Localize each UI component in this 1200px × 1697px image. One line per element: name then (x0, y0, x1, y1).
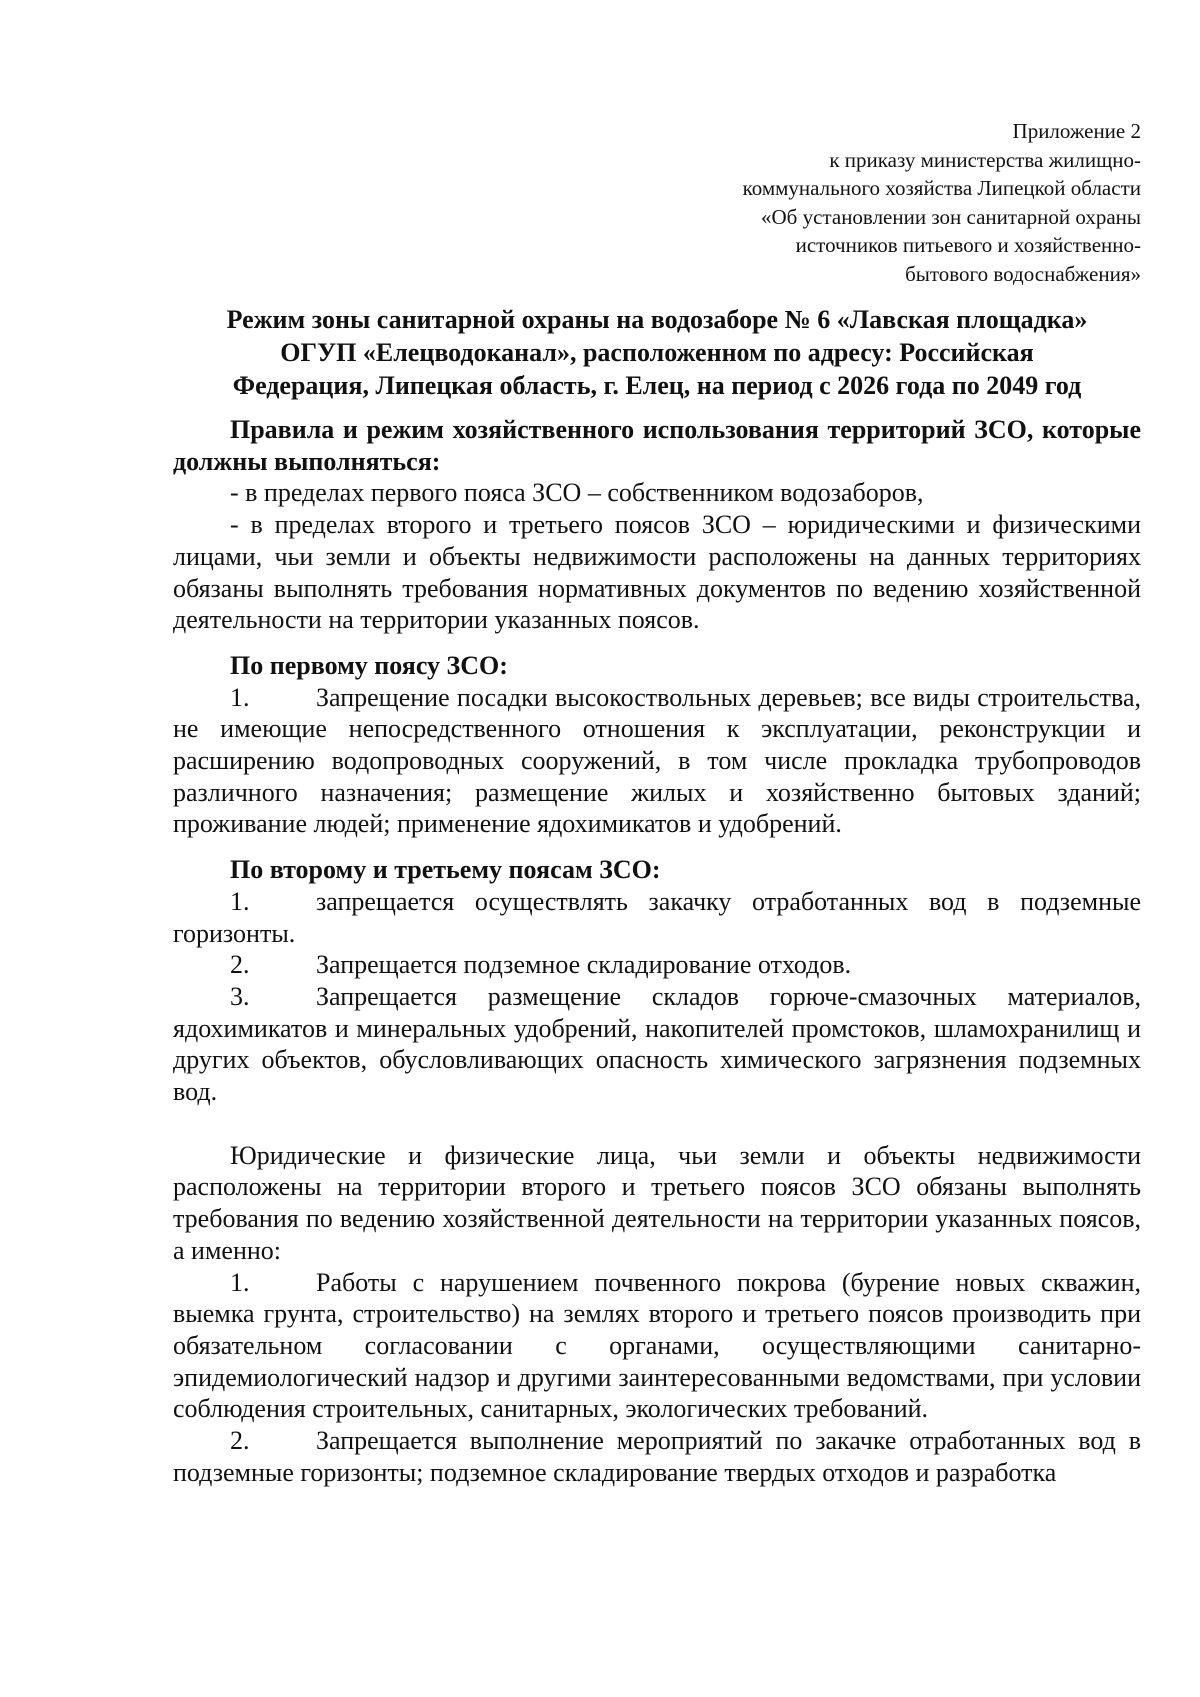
item-number: 1. (230, 886, 250, 916)
first-belt-item (173, 682, 1141, 841)
second-third-belt-item (173, 949, 1141, 981)
annex-line: Приложение 2 (1012, 119, 1141, 143)
annex-line: к приказу министерства жилищно- (829, 147, 1141, 172)
title-line: Федерация, Липецкая область, г. Елец, на период с 2026 года по 2049 год (232, 371, 1082, 400)
document-body (173, 414, 1141, 1489)
persons-intro: Юридические и физические лица, чьи земли и объекты недвижимости расположены на территории второго и третьего поясов ЗСО обязаны выполнять требования по ведению хозяйственной деятельности на территории указанных поясов, а именно: (173, 1140, 1141, 1265)
item-number: 1. (230, 682, 250, 712)
item-text: Запрещается размещение складов горюче-смазочных материалов, ядохимикатов и минеральных удобрений, накопителей промстоков, шламохранилищ и других объектов, обусловливающих опасность химического загрязнения подземных вод. (173, 981, 1141, 1107)
item-text: запрещается осуществлять закачку отработанных вод в подземные горизонты. (173, 886, 1141, 948)
rules-heading: Правила и режим хозяйственного использования территорий ЗСО, которые должны выполняться: (173, 415, 1141, 476)
paragraph-gap (173, 1108, 1141, 1140)
document-title (173, 303, 1141, 402)
title-line: ОГУП «Елецводоканал», расположенном по адресу: Российская (280, 338, 1034, 367)
second-third-belt-heading: По второму и третьему поясам ЗСО: (230, 855, 661, 885)
annex-line: источников питьевого и хозяйственно- (795, 233, 1141, 257)
first-belt-heading: По первому поясу ЗСО: (230, 650, 508, 680)
annex-line: бытового водоснабжения» (905, 261, 1141, 286)
persons-item (173, 1425, 1141, 1488)
annex-line: коммунального хозяйства Липецкой области (742, 176, 1141, 200)
item-number: 3. (230, 981, 250, 1011)
item-number: 2. (230, 950, 250, 980)
item-number: 2. (230, 1426, 250, 1456)
rules-item: - в пределах первого пояса ЗСО – собственником водозаборов, (230, 478, 924, 508)
item-number: 1. (230, 1267, 250, 1297)
title-line: Режим зоны санитарной охраны на водозаборе № 6 «Лавская площадка» (226, 305, 1088, 334)
item-text: Работы с нарушением почвенного покрова (бурение новых скважин, выемка грунта, строительство) на землях второго и третьего поясов производить при обязательном согласовании с органами, осуществляющими санитарно-эпидемиологический надзор и другими заинтересованными ведомствами, при условии соблюдения строительных, санитарных, экологических требований. (173, 1267, 1141, 1424)
second-third-belt-item (173, 886, 1141, 949)
item-text: Запрещается выполнение мероприятий по закачке отработанных вод в подземные горизонты; подземное складирование твердых отходов и разработка (173, 1426, 1141, 1487)
item-text: Запрещается подземное складирование отходов. (316, 950, 852, 980)
item-text: Запрещение посадки высокоствольных деревьев; все виды строительства, не имеющие непосредственного отношения к эксплуатации, реконструкции и расширению водопроводных сооружений, в том числе прокладка трубопроводов различного назначения; размещение жилых и хозяйственно бытовых зданий; проживание людей; применение ядохимикатов и удобрений. (173, 682, 1141, 839)
annex-header (743, 117, 1141, 288)
second-third-belt-item (173, 981, 1141, 1108)
persons-item (173, 1267, 1141, 1426)
rules-item: - в пределах второго и третьего поясов ЗСО – юридическими и физическими лицами, чьи земли и объекты недвижимости расположены на данных территориях обязаны выполнять требования нормативных документов по ведению хозяйственной деятельности на территории указанных поясов. (173, 510, 1141, 635)
annex-line: «Об установлении зон санитарной охраны (761, 204, 1141, 229)
